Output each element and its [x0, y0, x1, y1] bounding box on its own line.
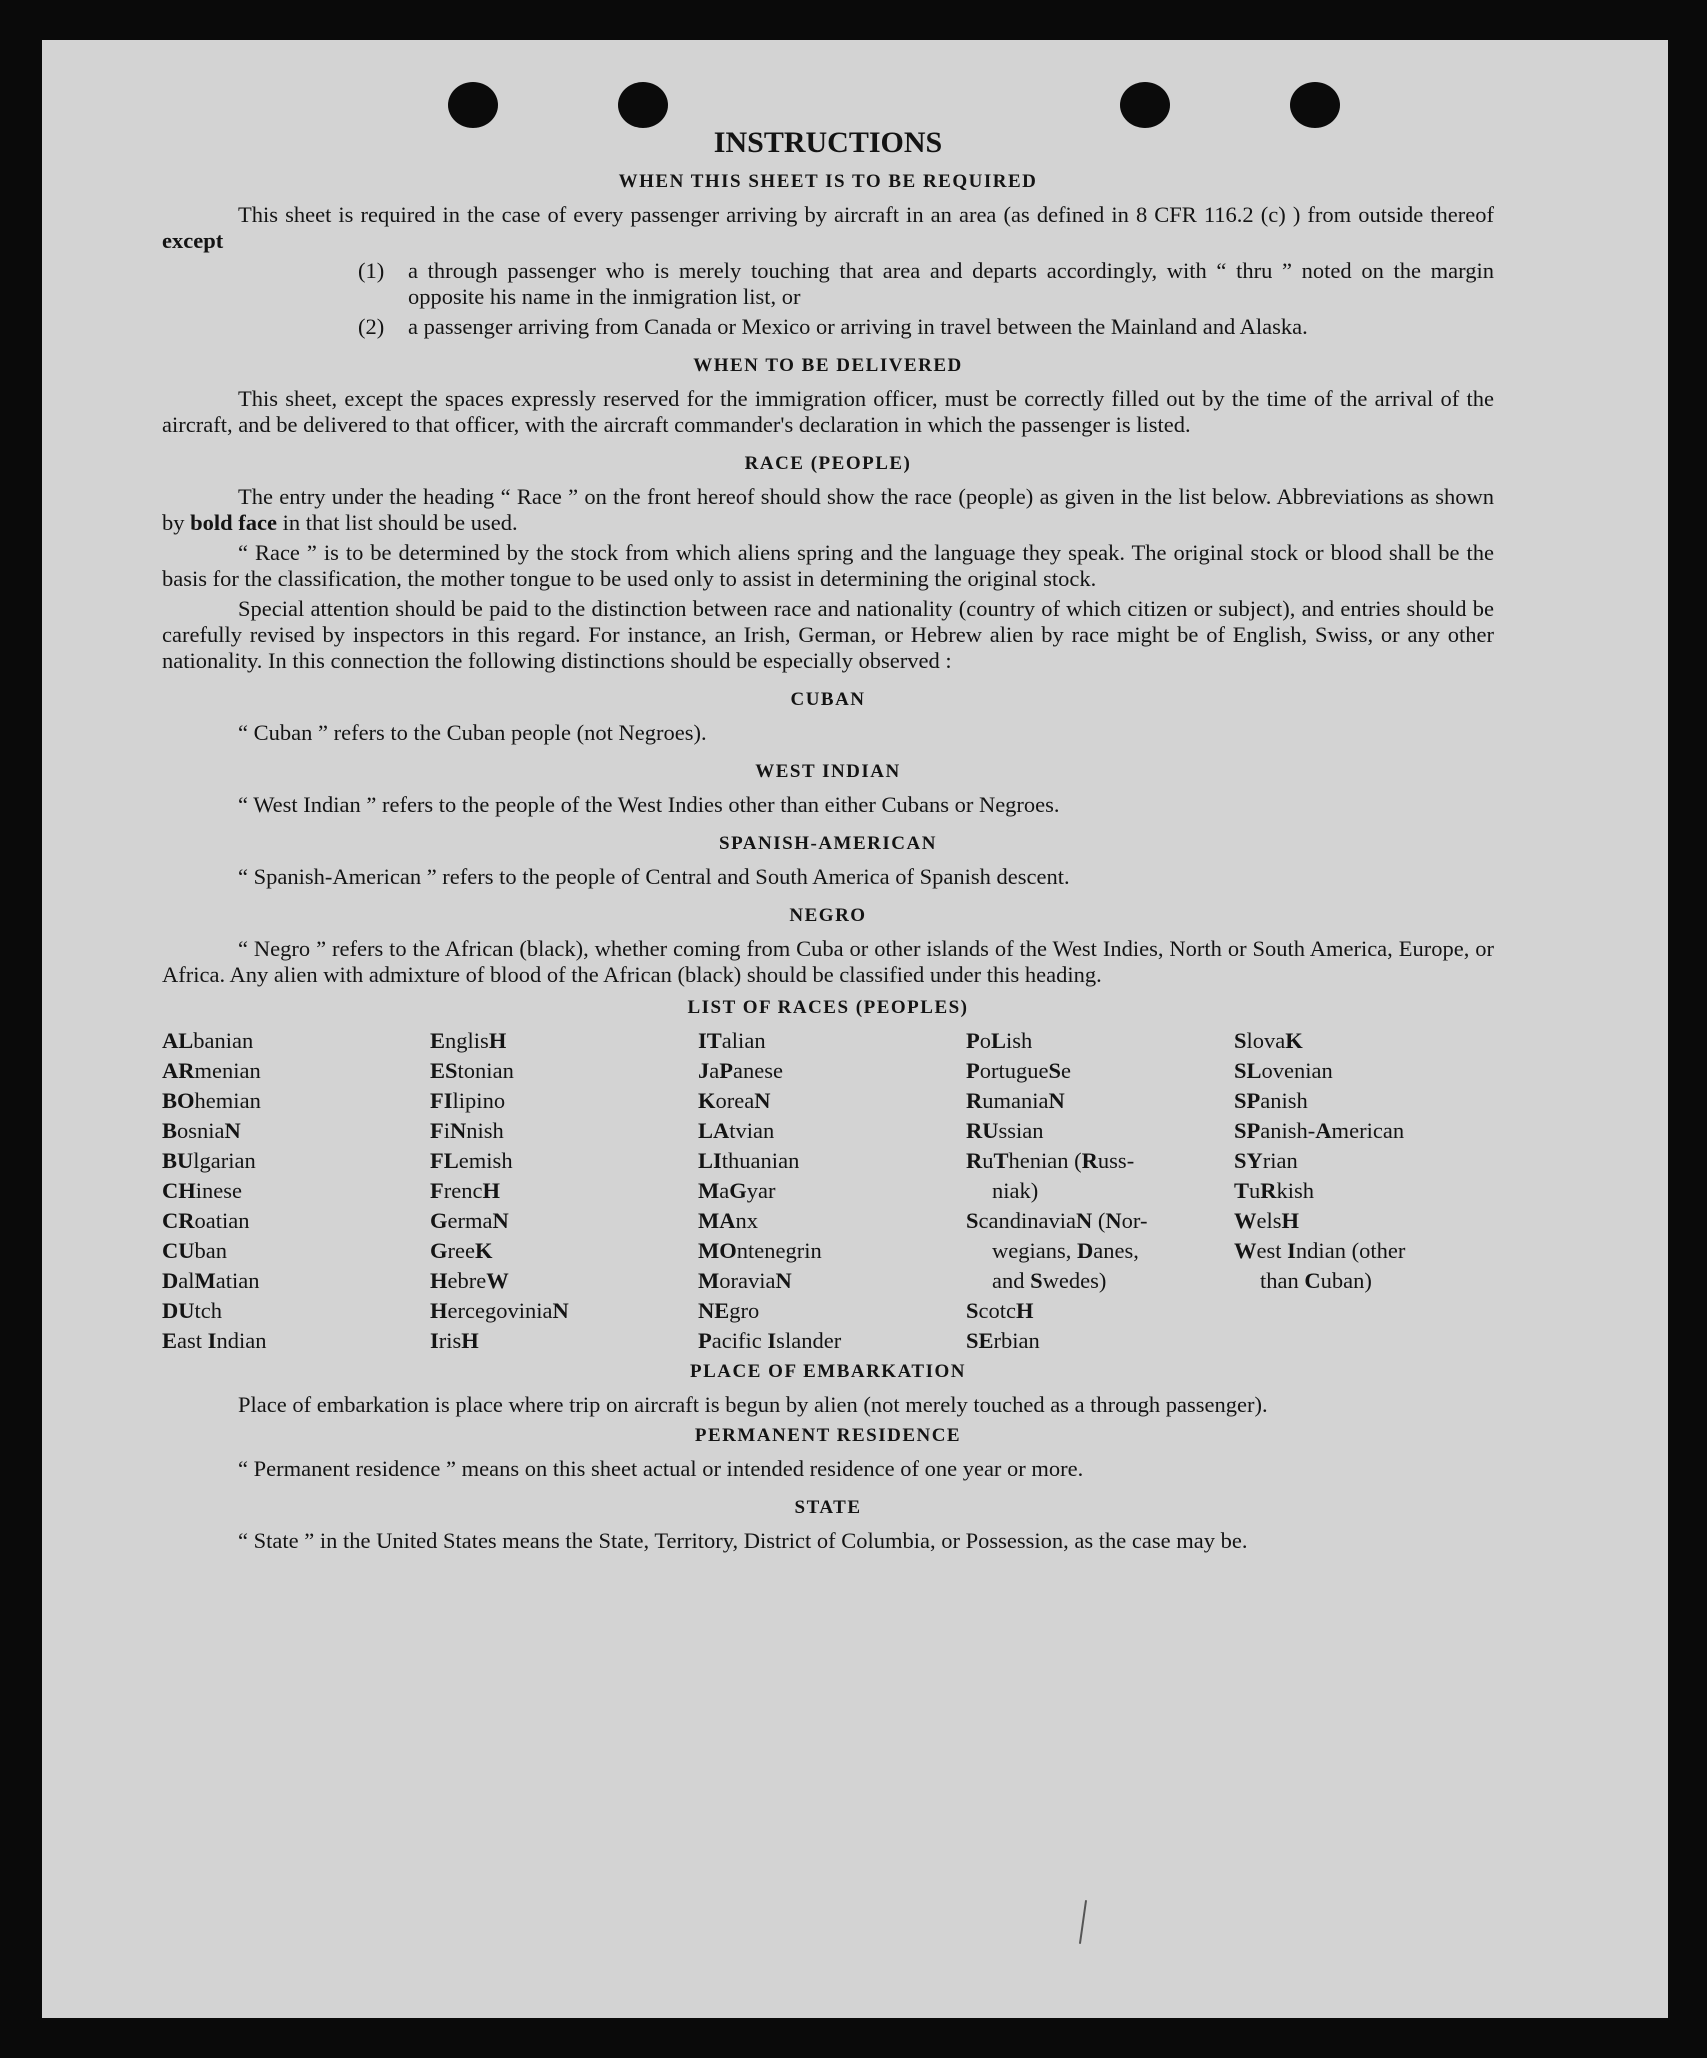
race-item: DUtch — [162, 1298, 223, 1323]
race-item: JaPanese — [698, 1058, 784, 1083]
page-title: INSTRUCTIONS — [713, 126, 943, 159]
race-column — [966, 1026, 1234, 1356]
exception-text: a through passenger who is merely touching that area and departs accordingly, with “ thru ” noted on the margin opposite his name in the inmigration list, or — [408, 258, 1494, 309]
race-column — [1234, 1026, 1494, 1356]
race-item: CHinese — [162, 1178, 243, 1203]
paragraph-when-delivered: This sheet, except the spaces expressly reserved for the immigration officer, must be correctly filled out by the time of the arrival of the aircraft, and be delivered to that officer, with the aircraft commander's declaration in which the passenger is listed. — [162, 386, 1494, 437]
race-item: FiNnish — [430, 1118, 504, 1143]
race-item: PoLish — [966, 1028, 1033, 1053]
section-heading-list-of-races: LIST OF RACES (PEOPLES) — [687, 997, 969, 1018]
race-list — [162, 1026, 1494, 1356]
paragraph-race-1 — [162, 484, 1494, 536]
race-item: TuRkish — [1234, 1178, 1315, 1203]
race-item: DalMatian — [162, 1268, 260, 1293]
exception-number: (1) — [358, 258, 385, 283]
race-item: and Swedes) — [992, 1268, 1107, 1293]
race-item: ITalian — [698, 1028, 766, 1053]
paragraph-text: This sheet is required in the case of every passenger arriving by aircraft in an area (as defined in 8 CFR 116.2 (c) ) from outside thereof — [238, 202, 1494, 227]
race-item: ScandinaviaN (Nor- — [966, 1208, 1148, 1233]
race-item: SlovaK — [1234, 1028, 1303, 1053]
race-item: PortugueSe — [966, 1058, 1072, 1083]
race-item: IrisH — [430, 1328, 479, 1353]
section-heading-cuban: CUBAN — [790, 689, 866, 710]
race-item: SLovenian — [1234, 1058, 1333, 1083]
section-heading-residence: PERMANENT RESIDENCE — [694, 1425, 962, 1446]
paragraph-embarkation: Place of embarkation is place where trip on aircraft is begun by alien (not merely touched as a through passenger). — [238, 1392, 1268, 1417]
race-item: HebreW — [430, 1268, 509, 1293]
race-column — [430, 1026, 698, 1356]
exception-item — [162, 314, 1494, 340]
race-item: WelsH — [1234, 1208, 1300, 1233]
race-item: MOntenegrin — [698, 1238, 822, 1263]
paragraph-spanish-american: “ Spanish-American ” refers to the people of Central and South America of Spanish descent. — [238, 864, 1070, 889]
race-item: GermaN — [430, 1208, 509, 1233]
race-item: Pacific Islander — [698, 1328, 842, 1353]
race-item: EnglisH — [430, 1028, 507, 1053]
section-heading-when-delivered: WHEN TO BE DELIVERED — [693, 355, 963, 376]
paragraph-cuban: “ Cuban ” refers to the Cuban people (not Negroes). — [238, 720, 707, 745]
instructions-content — [162, 126, 1494, 1558]
race-item: SPanish — [1234, 1088, 1308, 1113]
paragraph-state: “ State ” in the United States means the State, Territory, District of Columbia, or Possession, as the case may be. — [238, 1528, 1248, 1553]
punch-hole — [618, 82, 668, 128]
race-item: MoraviaN — [698, 1268, 792, 1293]
paragraph-negro: “ Negro ” refers to the African (black), whether coming from Cuba or other islands of the West Indies, North or South America, Europe, or Africa. Any alien with admixture of blood of the African (black) should be classified under this heading. — [162, 936, 1494, 987]
paragraph-residence: “ Permanent residence ” means on this sheet actual or intended residence of one year or more. — [238, 1456, 1084, 1481]
punch-hole — [448, 82, 498, 128]
race-item: BOhemian — [162, 1088, 261, 1113]
race-column — [162, 1026, 430, 1356]
race-item: LAtvian — [698, 1118, 775, 1143]
race-item: ScotcH — [966, 1298, 1034, 1323]
race-item: KoreaN — [698, 1088, 771, 1113]
section-heading-when-required: WHEN THIS SHEET IS TO BE REQUIRED — [618, 171, 1038, 192]
race-item: wegians, Danes, — [992, 1238, 1139, 1263]
race-item: SPanish-American — [1234, 1118, 1405, 1143]
paragraph-west-indian: “ West Indian ” refers to the people of the West Indies other than either Cubans or Negroes. — [238, 792, 1060, 817]
race-item: SYrian — [1234, 1148, 1298, 1173]
section-heading-west-indian: WEST INDIAN — [755, 761, 901, 782]
race-item: than Cuban) — [1260, 1268, 1372, 1293]
race-item: niak) — [992, 1178, 1039, 1203]
race-item: SErbian — [966, 1328, 1040, 1353]
section-heading-embarkation: PLACE OF EMBARKATION — [690, 1361, 966, 1382]
race-item: CUban — [162, 1238, 227, 1263]
race-item: MAnx — [698, 1208, 758, 1233]
race-item: CRoatian — [162, 1208, 250, 1233]
exception-text: a passenger arriving from Canada or Mexico or arriving in travel between the Mainland and Alaska. — [408, 314, 1308, 339]
race-item: RuThenian (Russ- — [966, 1148, 1135, 1173]
race-item: FLemish — [430, 1148, 513, 1173]
race-item: ALbanian — [162, 1028, 254, 1053]
section-heading-race: RACE (PEOPLE) — [744, 453, 912, 474]
punch-hole — [1290, 82, 1340, 128]
race-item: RUssian — [966, 1118, 1044, 1143]
punch-hole — [1120, 82, 1170, 128]
paragraph-when-required — [162, 202, 1494, 254]
bold-text: except — [162, 228, 224, 253]
race-item: GreeK — [430, 1238, 493, 1263]
race-item: NEgro — [698, 1298, 760, 1323]
paragraph-race-2: “ Race ” is to be determined by the stock from which aliens spring and the language they speak. The original stock or blood shall be the basis for the classification, the mother tongue to be used only to assist in determining the original stock. — [162, 540, 1494, 591]
race-item: BosniaN — [162, 1118, 241, 1143]
race-item: LIthuanian — [698, 1148, 800, 1173]
section-heading-spanish-american: SPANISH-AMERICAN — [719, 833, 937, 854]
exception-item — [162, 258, 1494, 310]
pencil-mark — [1079, 1900, 1087, 1944]
race-item: BUlgarian — [162, 1148, 256, 1173]
race-item: MaGyar — [698, 1178, 776, 1203]
race-column — [698, 1026, 966, 1356]
section-heading-state: STATE — [794, 1497, 862, 1518]
race-item: HercegoviniaN — [430, 1298, 569, 1323]
exception-number: (2) — [358, 314, 385, 339]
race-item: East Indian — [162, 1328, 267, 1353]
race-item: West Indian (other — [1234, 1238, 1406, 1263]
paragraph-text: The entry under the heading “ Race ” on the front hereof should show the race (people) as given in the list below. Abbreviations as shown by — [162, 484, 1494, 535]
race-item: EStonian — [430, 1058, 514, 1083]
paragraph-race-3: Special attention should be paid to the distinction between race and nationality (country of which citizen or subject), and entries should be carefully revised by inspectors in this regard. For instance, an Irish, German, or Hebrew alien by race might be of English, Swiss, or any other nationality. In this connection the following distinctions should be especially observed : — [162, 596, 1494, 673]
race-item: ARmenian — [162, 1058, 261, 1083]
section-heading-negro: NEGRO — [789, 905, 867, 926]
race-item: FIlipino — [430, 1088, 506, 1113]
bold-text: bold face — [190, 510, 277, 535]
paragraph-text: in that list should be used. — [277, 510, 518, 535]
race-item: FrencH — [430, 1178, 501, 1203]
race-item: RumaniaN — [966, 1088, 1065, 1113]
